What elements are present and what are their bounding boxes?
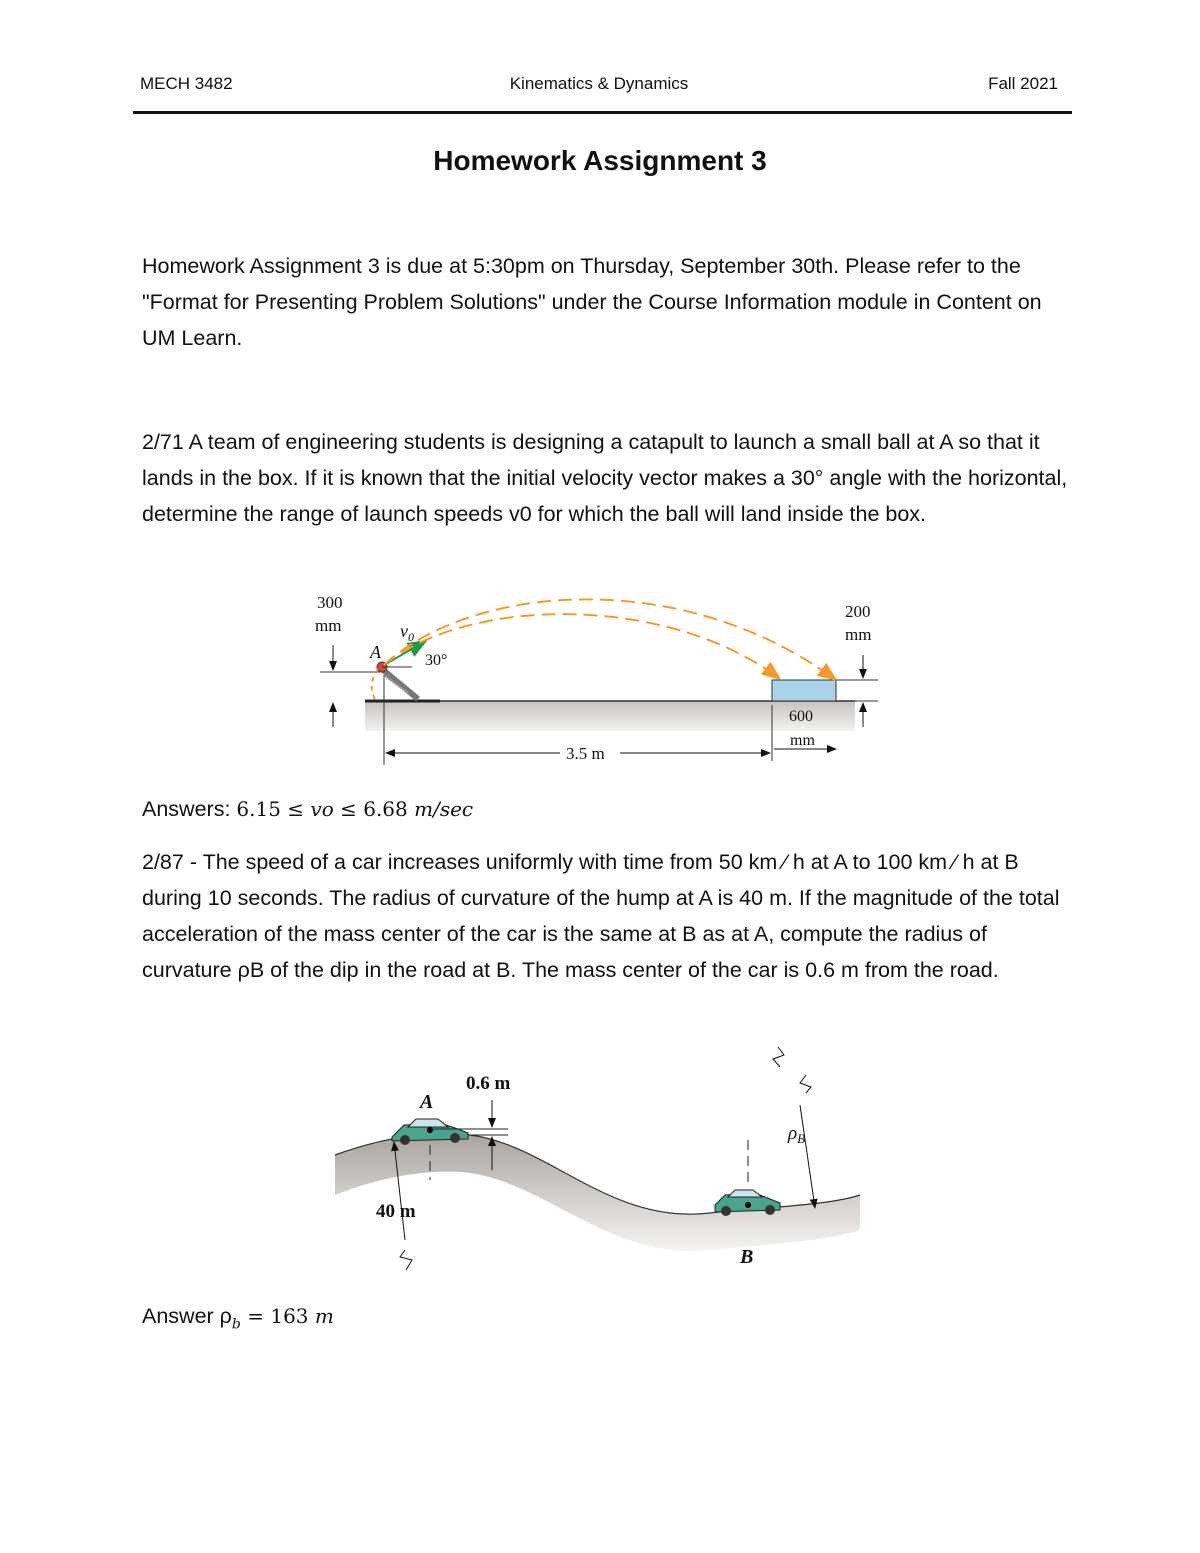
label-mm-bottom: mm (790, 732, 815, 749)
label-distance: 3.5 m (566, 744, 605, 763)
page-header (140, 74, 1058, 98)
label-A: A (420, 1091, 434, 1113)
course-subject: Kinematics & Dynamics (509, 74, 689, 93)
velocity-vector (384, 641, 426, 665)
answer-1-label: Answers: (142, 797, 237, 821)
label-mm-left: mm (315, 616, 342, 635)
label-300: 300 (317, 593, 343, 612)
catapult-figure (300, 585, 900, 775)
label-v0: $v_0$ (400, 621, 414, 644)
answer-1: Answers: 6.15 ≤ vo ≤ 6.68 m/sec (142, 797, 474, 821)
course-code: MECH 3482 (140, 74, 233, 93)
label-mm-right: mm (845, 625, 872, 644)
answer-2: Answer $\rho_b = 163$ m (142, 1304, 334, 1333)
trajectory-long (384, 599, 836, 680)
road-figure (330, 1045, 870, 1285)
label-600: 600 (789, 708, 813, 725)
label-B: B (740, 1246, 754, 1268)
page-title: Homework Assignment 3 (433, 145, 767, 176)
intro-paragraph: Homework Assignment 3 is due at 5:30pm on Thursday, September 30th. Please refer to the "Format for Presenting Problem Solutions" under the Course Information module in Content on UM Learn. (142, 254, 1042, 350)
mass-center-b (745, 1202, 751, 1208)
radius-b-line (800, 1105, 815, 1208)
road (335, 1133, 860, 1251)
label-rho-b: $\rho_B$ (788, 1123, 806, 1146)
label-A: A (370, 642, 381, 662)
answer-2-label: Answer (142, 1304, 220, 1328)
target-box (772, 680, 836, 701)
mass-center-a (427, 1127, 433, 1133)
label-angle: 30° (425, 652, 448, 669)
course-term: Fall 2021 (988, 74, 1058, 93)
label-200: 200 (845, 602, 871, 621)
label-0.6m: 0.6 m (466, 1073, 511, 1094)
trajectory-short (384, 614, 780, 679)
label-40m: 40 m (376, 1201, 416, 1222)
ground (365, 701, 855, 731)
problem-1-text: 2/71 A team of engineering students is designing a catapult to launch a small ball at A so that it lands in the box. If it is known that the initial velocity vector makes a 30° angle with the horizontal, determine the range of launch speeds v0 for which the ball will land inside the box. (142, 430, 1068, 526)
header-rule (133, 111, 1072, 114)
problem-2-text: 2/87 - The speed of a car increases uniformly with time from 50 km ⁄ h at A to 100 km ⁄ h at B during 10 seconds. The radius of curvature of the hump at A is 40 m. If the magnitude of the total acceleration of the mass center of the car is the same at B as at A, compute the radius of curvature ρB of the dip in the road at B. The mass center of the car is 0.6 m from the road. (142, 850, 1060, 982)
